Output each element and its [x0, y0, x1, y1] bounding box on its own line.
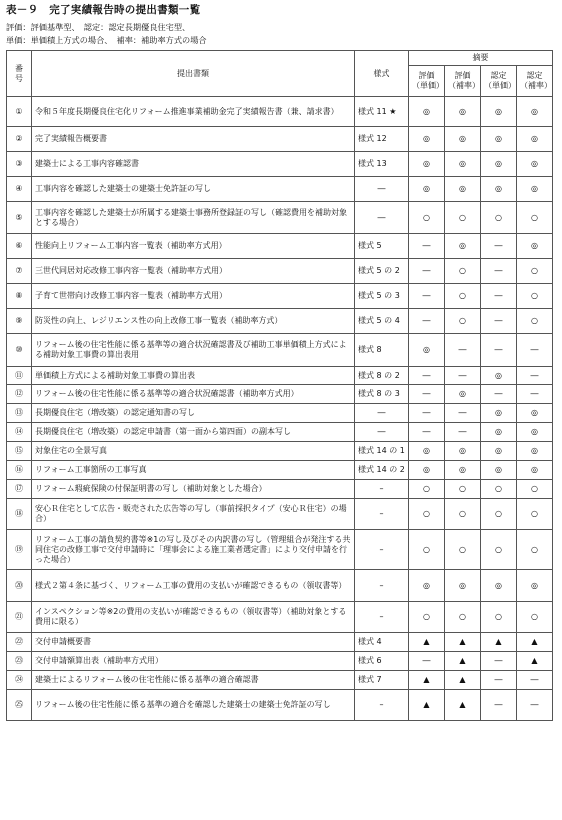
row-number: ① [7, 97, 32, 127]
mark-cert-rate: ― [517, 334, 553, 367]
table-row [7, 442, 553, 461]
header-eval-rate: 評価（補率） [445, 66, 481, 97]
row-number: ⑬ [7, 404, 32, 423]
document-name: 工事内容を確認した建築士が所属する建築士事務所登録証の写し（確認費用を補助対象とする場合） [32, 202, 355, 234]
mark-eval-unit: ― [409, 423, 445, 442]
mark-eval-unit: ◎ [409, 152, 445, 177]
mark-cert-rate: ― [517, 690, 553, 721]
mark-cert-unit: ― [481, 385, 517, 404]
form-number: 様式 5 [355, 234, 409, 259]
table-title: 表－９ 完了実績報告時の提出書類一覧 [6, 4, 201, 16]
form-number: – [355, 480, 409, 499]
mark-eval-rate: ○ [445, 530, 481, 570]
table-row [7, 404, 553, 423]
form-number: 様式 13 [355, 152, 409, 177]
document-name: 令和５年度長期優良住宅化リフォーム推進事業補助金完了実績報告書（兼、請求書） [32, 97, 355, 127]
document-name: 長期優良住宅（増改築）の認定通知書の写し [32, 404, 355, 423]
mark-eval-unit: ― [409, 284, 445, 309]
mark-eval-unit: ― [409, 309, 445, 334]
form-number: ― [355, 404, 409, 423]
mark-eval-rate: ○ [445, 480, 481, 499]
mark-cert-unit: ― [481, 690, 517, 721]
mark-eval-unit: ○ [409, 602, 445, 633]
form-number: 様式 8 [355, 334, 409, 367]
mark-eval-unit: ◎ [409, 127, 445, 152]
form-number: ― [355, 177, 409, 202]
mark-cert-rate: ◎ [517, 404, 553, 423]
mark-cert-unit: ◎ [481, 570, 517, 602]
table-row [7, 127, 553, 152]
table-row [7, 152, 553, 177]
mark-eval-unit: ― [409, 259, 445, 284]
mark-eval-rate: ◎ [445, 442, 481, 461]
form-number: 様式 5 の 3 [355, 284, 409, 309]
document-name: リフォーム後の住宅性能に係る基準等の適合状況確認書（補助率方式用） [32, 385, 355, 404]
mark-eval-rate: ◎ [445, 570, 481, 602]
mark-cert-rate: ▲ [517, 633, 553, 652]
form-number: – [355, 690, 409, 721]
mark-eval-rate: ― [445, 404, 481, 423]
mark-cert-rate: ○ [517, 259, 553, 284]
form-number: ― [355, 202, 409, 234]
mark-eval-unit: ◎ [409, 97, 445, 127]
document-name: リフォーム工事箇所の工事写真 [32, 461, 355, 480]
mark-eval-unit: ○ [409, 202, 445, 234]
table-row [7, 461, 553, 480]
mark-cert-unit: ○ [481, 202, 517, 234]
mark-cert-unit: ◎ [481, 423, 517, 442]
mark-cert-rate: ○ [517, 499, 553, 530]
form-number: 様式 6 [355, 652, 409, 671]
mark-cert-unit: ◎ [481, 442, 517, 461]
document-name: 子育て世帯向け改修工事内容一覧表（補助率方式用） [32, 284, 355, 309]
row-number: ⑰ [7, 480, 32, 499]
mark-cert-unit: ○ [481, 499, 517, 530]
header-summary: 摘要 [409, 51, 553, 66]
mark-cert-rate: ◎ [517, 423, 553, 442]
documents-table [6, 50, 553, 721]
table-row [7, 423, 553, 442]
document-name: リフォーム工事の請負契約書等※1の写し及びその内訳書の写し（管理組合が発注する共同住宅の改修工事で交付申請時に「理事会による施工業者選定書」により交付申請を行った場合） [32, 530, 355, 570]
legend-line-1: 評価：評価基準型、 認定：認定長期優良住宅型、 [6, 22, 191, 32]
table-row [7, 633, 553, 652]
form-number: – [355, 499, 409, 530]
mark-cert-rate: ◎ [517, 152, 553, 177]
document-name: 安心Ｒ住宅として広告・販売された広告等の写し（事前採択タイプ（安心Ｒ住宅）の場合） [32, 499, 355, 530]
form-number: 様式 8 の 2 [355, 367, 409, 385]
mark-cert-unit: ― [481, 284, 517, 309]
mark-eval-rate: ○ [445, 602, 481, 633]
mark-cert-unit: ― [481, 309, 517, 334]
document-name: 単価積上方式による補助対象工事費の算出表 [32, 367, 355, 385]
mark-cert-rate: ◎ [517, 461, 553, 480]
mark-cert-unit: ◎ [481, 127, 517, 152]
header-cert-rate: 認定（補率） [517, 66, 553, 97]
mark-cert-rate: ◎ [517, 570, 553, 602]
row-number: ⑧ [7, 284, 32, 309]
mark-eval-unit: ▲ [409, 633, 445, 652]
mark-cert-rate: ◎ [517, 442, 553, 461]
header-row-top [7, 51, 553, 66]
document-name: リフォーム後の住宅性能に係る基準等の適合状況確認書及び補助工事単価積上方式による補助対象工事費の算出表用 [32, 334, 355, 367]
mark-cert-rate: ― [517, 367, 553, 385]
mark-eval-rate: ○ [445, 284, 481, 309]
mark-eval-rate: ○ [445, 259, 481, 284]
form-number: ― [355, 423, 409, 442]
form-number: 様式 5 の 2 [355, 259, 409, 284]
mark-eval-unit: ― [409, 404, 445, 423]
table-row [7, 530, 553, 570]
mark-cert-unit: ◎ [481, 177, 517, 202]
table-row [7, 202, 553, 234]
form-number: 様式 11 ★ [355, 97, 409, 127]
table-row [7, 602, 553, 633]
document-name: 工事内容を確認した建築士の建築士免許証の写し [32, 177, 355, 202]
row-number: ㉒ [7, 633, 32, 652]
table-row [7, 177, 553, 202]
document-name: 三世代同居対応改修工事内容一覧表（補助率方式用） [32, 259, 355, 284]
row-number: ⑩ [7, 334, 32, 367]
mark-cert-rate: ○ [517, 602, 553, 633]
table-row [7, 570, 553, 602]
mark-cert-rate: ◎ [517, 234, 553, 259]
form-number: 様式 14 の 1 [355, 442, 409, 461]
mark-cert-rate: ― [517, 671, 553, 690]
form-number: 様式 12 [355, 127, 409, 152]
mark-cert-rate: ○ [517, 480, 553, 499]
form-number: 様式 8 の 3 [355, 385, 409, 404]
table-row [7, 499, 553, 530]
table-row [7, 671, 553, 690]
mark-cert-unit: ― [481, 334, 517, 367]
form-number: 様式 14 の 2 [355, 461, 409, 480]
mark-eval-unit: ― [409, 234, 445, 259]
row-number: ⑨ [7, 309, 32, 334]
mark-cert-unit: ○ [481, 480, 517, 499]
document-name: 様式２第４条に基づく、リフォーム工事の費用の支払いが確認できるもの（領収書等） [32, 570, 355, 602]
mark-eval-unit: ◎ [409, 334, 445, 367]
row-number: ④ [7, 177, 32, 202]
mark-cert-unit: ◎ [481, 404, 517, 423]
document-name: 建築士による工事内容確認書 [32, 152, 355, 177]
mark-eval-unit: ○ [409, 499, 445, 530]
row-number: ⑦ [7, 259, 32, 284]
mark-cert-unit: ― [481, 259, 517, 284]
mark-eval-unit: ▲ [409, 671, 445, 690]
document-name: 性能向上リフォーム工事内容一覧表（補助率方式用） [32, 234, 355, 259]
mark-cert-unit: ― [481, 652, 517, 671]
form-number: – [355, 570, 409, 602]
mark-eval-rate: ○ [445, 499, 481, 530]
form-number: 様式 4 [355, 633, 409, 652]
mark-cert-rate: ▲ [517, 652, 553, 671]
legend-line-2: 単価：単価積上方式の場合、 補率：補助率方式の場合 [6, 35, 207, 45]
header-document: 提出書類 [32, 51, 355, 97]
document-name: リフォーム瑕疵保険の付保証明書の写し（補助対象とした場合） [32, 480, 355, 499]
document-name: 建築士によるリフォーム後の住宅性能に係る基準の適合確認書 [32, 671, 355, 690]
mark-cert-rate: ○ [517, 309, 553, 334]
mark-eval-rate: ◎ [445, 385, 481, 404]
row-number: ⑯ [7, 461, 32, 480]
document-name: 対象住宅の全景写真 [32, 442, 355, 461]
mark-cert-rate: ◎ [517, 177, 553, 202]
table-row [7, 652, 553, 671]
mark-cert-rate: ◎ [517, 127, 553, 152]
table-row [7, 234, 553, 259]
mark-eval-rate: ◎ [445, 152, 481, 177]
row-number: ⑥ [7, 234, 32, 259]
row-number: ⑪ [7, 367, 32, 385]
mark-eval-unit: ○ [409, 480, 445, 499]
header-number-text: 番号 [15, 63, 23, 83]
mark-eval-rate: ◎ [445, 461, 481, 480]
row-number: ㉕ [7, 690, 32, 721]
mark-eval-unit: ○ [409, 530, 445, 570]
mark-eval-unit: ▲ [409, 690, 445, 721]
mark-eval-unit: ― [409, 385, 445, 404]
row-number: ㉔ [7, 671, 32, 690]
table-row [7, 284, 553, 309]
mark-cert-unit: ― [481, 671, 517, 690]
mark-cert-unit: ◎ [481, 367, 517, 385]
table-row [7, 367, 553, 385]
mark-cert-unit: ― [481, 234, 517, 259]
mark-eval-rate: ― [445, 334, 481, 367]
row-number: ② [7, 127, 32, 152]
row-number: ⑤ [7, 202, 32, 234]
table-row [7, 259, 553, 284]
mark-cert-unit: ◎ [481, 461, 517, 480]
mark-eval-unit: ― [409, 652, 445, 671]
table-row [7, 690, 553, 721]
row-number: ③ [7, 152, 32, 177]
document-name: 長期優良住宅（増改築）の認定申請書（第一面から第四面）の副本写し [32, 423, 355, 442]
row-number: ⑫ [7, 385, 32, 404]
table-row [7, 385, 553, 404]
document-name: 交付申請額算出表（補助率方式用） [32, 652, 355, 671]
form-number: – [355, 602, 409, 633]
document-name: リフォーム後の住宅性能に係る基準の適合を確認した建築士の建築士免許証の写し [32, 690, 355, 721]
row-number: ⑭ [7, 423, 32, 442]
mark-eval-rate: ◎ [445, 234, 481, 259]
mark-cert-unit: ○ [481, 530, 517, 570]
mark-eval-rate: ― [445, 367, 481, 385]
mark-eval-rate: ○ [445, 202, 481, 234]
row-number: ⑱ [7, 499, 32, 530]
mark-eval-rate: ◎ [445, 127, 481, 152]
mark-cert-rate: ― [517, 385, 553, 404]
document-name: 交付申請概要書 [32, 633, 355, 652]
document-name: 完了実績報告概要書 [32, 127, 355, 152]
table-row [7, 309, 553, 334]
mark-eval-rate: ▲ [445, 690, 481, 721]
mark-eval-unit: ― [409, 367, 445, 385]
mark-eval-unit: ◎ [409, 442, 445, 461]
row-number: ⑮ [7, 442, 32, 461]
table-row [7, 480, 553, 499]
row-number: ㉑ [7, 602, 32, 633]
mark-eval-rate: ▲ [445, 652, 481, 671]
row-number: ㉓ [7, 652, 32, 671]
header-eval-unit: 評価（単価） [409, 66, 445, 97]
form-number: – [355, 530, 409, 570]
mark-eval-rate: ◎ [445, 177, 481, 202]
mark-eval-unit: ◎ [409, 177, 445, 202]
mark-cert-unit: ◎ [481, 97, 517, 127]
table-row [7, 334, 553, 367]
row-number: ⑲ [7, 530, 32, 570]
header-form: 様式 [355, 51, 409, 97]
mark-cert-rate: ○ [517, 284, 553, 309]
header-cert-unit: 認定（単価） [481, 66, 517, 97]
document-name: 防災性の向上、レジリエンス性の向上改修工事一覧表（補助率方式） [32, 309, 355, 334]
mark-cert-rate: ○ [517, 530, 553, 570]
mark-cert-unit: ▲ [481, 633, 517, 652]
mark-cert-rate: ◎ [517, 97, 553, 127]
row-number: ⑳ [7, 570, 32, 602]
mark-cert-rate: ○ [517, 202, 553, 234]
mark-cert-unit: ◎ [481, 152, 517, 177]
document-name: インスペクション等※2の費用の支払いが確認できるもの（領収書等）（補助対象とする費用に限る） [32, 602, 355, 633]
mark-eval-rate: ― [445, 423, 481, 442]
mark-eval-rate: ▲ [445, 671, 481, 690]
mark-eval-unit: ◎ [409, 461, 445, 480]
header-number [7, 51, 32, 97]
mark-eval-rate: ○ [445, 309, 481, 334]
mark-eval-unit: ◎ [409, 570, 445, 602]
mark-eval-rate: ▲ [445, 633, 481, 652]
form-number: 様式 7 [355, 671, 409, 690]
table-row [7, 97, 553, 127]
mark-cert-unit: ○ [481, 602, 517, 633]
mark-eval-rate: ◎ [445, 97, 481, 127]
form-number: 様式 5 の 4 [355, 309, 409, 334]
